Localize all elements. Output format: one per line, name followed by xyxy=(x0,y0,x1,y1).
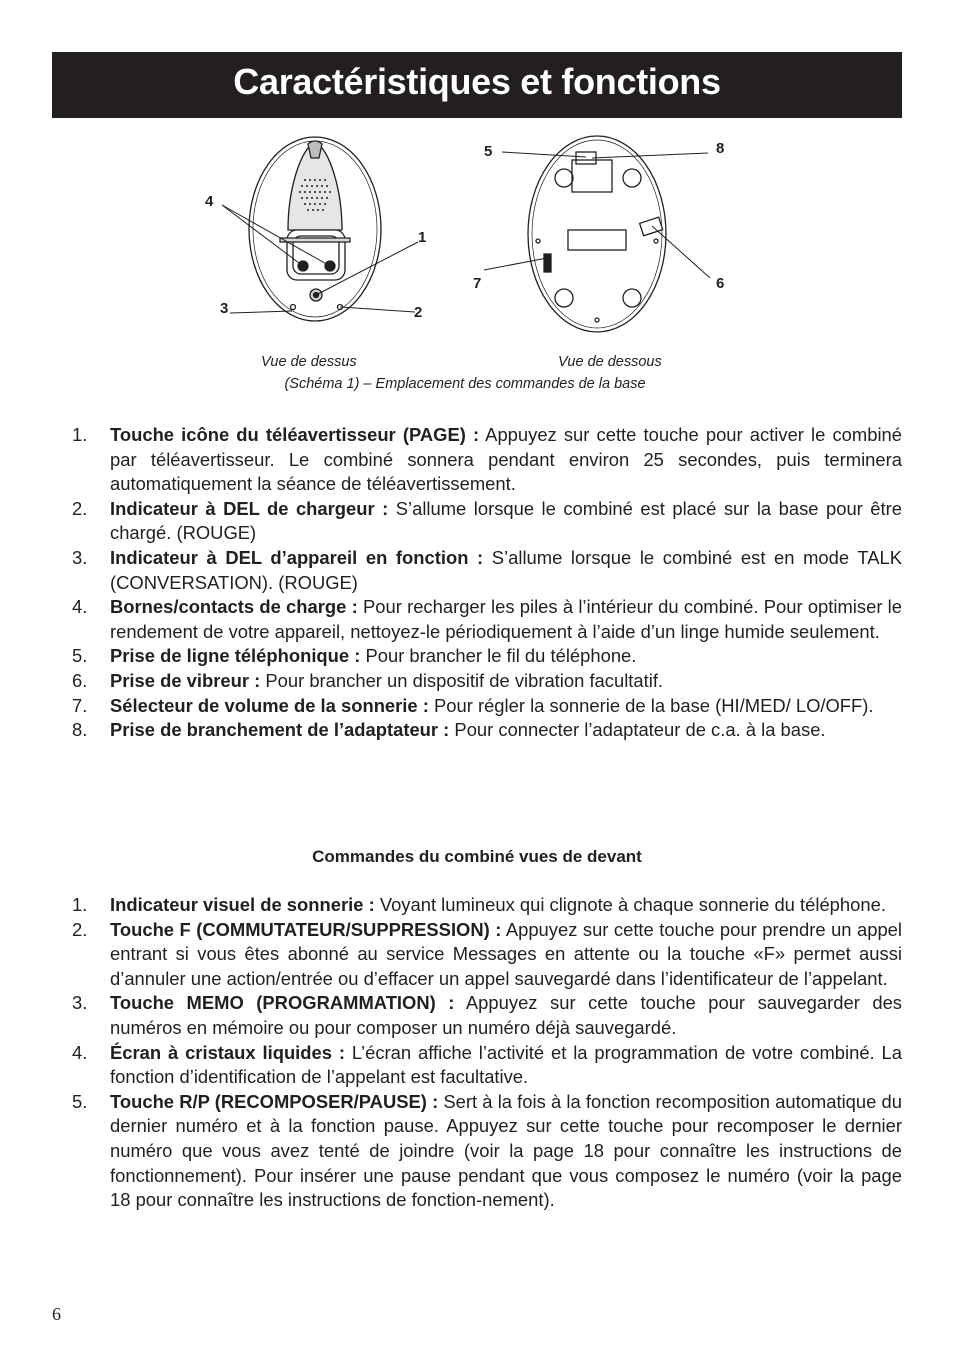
callout-2: 2 xyxy=(414,304,423,321)
base-controls-list xyxy=(70,423,902,743)
figure-caption: (Schéma 1) – Emplacement des commandes de la base xyxy=(284,376,646,392)
list-item: 7. Sélecteur de volume de la sonnerie : Pour régler la sonnerie de la base (HI/MED/ LO/OFF). xyxy=(72,694,874,716)
figure-label-top-view: Vue de dessus xyxy=(261,354,357,370)
section-heading: Commandes du combiné vues de devant xyxy=(312,847,642,866)
list-item: 1. Indicateur visuel de sonnerie : Voyant lumineux qui clignote à chaque sonnerie du téléphone. xyxy=(72,894,886,915)
callout-3: 3 xyxy=(220,300,229,317)
list-item: 3. Touche MEMO (PROGRAMMATION) : Appuyez sur cette touche pour sauvegarder des numéros en mémoire ou pour composer un numéro déjà sauvegardé. xyxy=(72,992,902,1038)
callout-7: 7 xyxy=(473,275,482,292)
base-top-view xyxy=(249,137,381,321)
callout-4: 4 xyxy=(205,193,214,210)
list-item: 5. Prise de ligne téléphonique : Pour brancher le fil du téléphone. xyxy=(72,645,637,667)
list-item: 4. Écran à cristaux liquides : L’écran affiche l’activité et la programmation de votre combiné. La fonction d’identification de l’appelant est facultative. xyxy=(72,1041,902,1088)
callout-5: 5 xyxy=(484,143,493,160)
list-item: 3. Indicateur à DEL d’appareil en fonction : S’allume lorsque le combiné est en mode TALK (CONVERSATION). (ROUGE) xyxy=(72,546,902,593)
callout-1: 1 xyxy=(418,229,427,246)
callout-8: 8 xyxy=(716,140,725,157)
page-title: Caractéristiques et fonctions xyxy=(52,52,902,118)
list-item: 6. Prise de vibreur : Pour brancher un dispositif de vibration facultatif. xyxy=(72,669,664,691)
list-item: 2. Touche F (COMMUTATEUR/SUPPRESSION) : Appuyez sur cette touche pour prendre un appel entrant si vous êtes abonné au service Messages en attente ou la touche «F» permet aussi d’annuler une action/entrée ou d’effacer un appel sauvegardé dans l’identificateur de l’appelant. xyxy=(72,918,902,989)
page-number: 6 xyxy=(52,1304,61,1324)
list-item: 1. Touche icône du téléavertisseur (PAGE) : Appuyez sur cette touche pour activer le combiné par téléavertisseur. Le combiné sonnera pendant environ 25 secondes, puis terminera automatiquement la séance de téléavertissement. xyxy=(72,424,902,495)
list-item: 2. Indicateur à DEL de chargeur : S’allume lorsque le combiné est placé sur la base pour être chargé. (ROUGE) xyxy=(72,497,902,544)
base-bottom-view xyxy=(528,136,666,332)
list-item: 5. Touche R/P (RECOMPOSER/PAUSE) : Sert à la fois à la fonction recomposition automatique du dernier numéro et à la fonction pause. Appuyez sur cette touche pour recomposer le dernier numéro que vous avez tenté de joindre (voir la page 18 pour connaître les instructions de fonctionnement). Pour insérer une pause pendant que vous composez le numéro (voir la page 18 pour connaître les instructions de fonction-nement). xyxy=(72,1090,902,1211)
base-diagram xyxy=(200,130,740,345)
figure-label-bottom-view: Vue de dessous xyxy=(558,354,662,370)
list-item: 4. Bornes/contacts de charge : Pour recharger les piles à l’intérieur du combiné. Pour optimiser le rendement de votre appareil, nettoyez-le périodiquement à l’aide d’un linge humide seulement. xyxy=(72,596,902,642)
handset-controls-list xyxy=(70,893,902,1213)
callout-6: 6 xyxy=(716,275,725,292)
list-item: 8. Prise de branchement de l’adaptateur : Pour connecter l’adaptateur de c.a. à la base. xyxy=(72,719,826,741)
